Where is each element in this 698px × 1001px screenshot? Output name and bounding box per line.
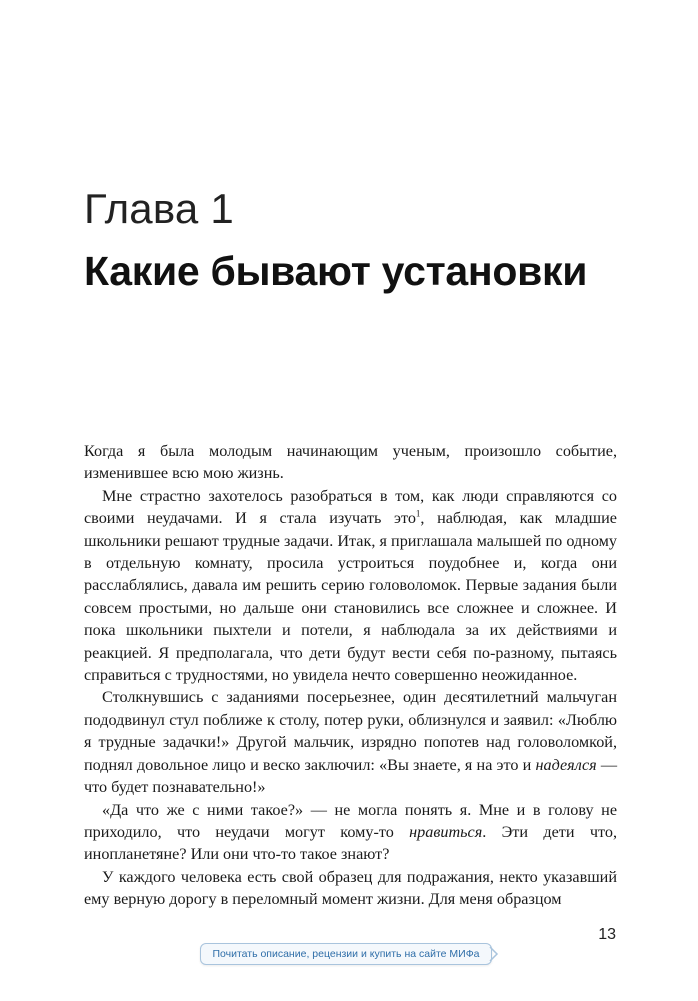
- paragraph-1: [84, 440, 617, 485]
- footnote-ref[interactable]: 1: [415, 508, 421, 519]
- chapter-label: Глава 1: [84, 185, 234, 232]
- paragraph-2-text-b: , наблюдая, как младшие школьники решают трудные задачи. Итак, я приглашала малышей по одному в отдельную комнату, просила устроиться поудобнее и, когда они расслаблялись, давала им решить серию головоломок. Первые задания были совсем простыми, но дальше они становились все сложнее и сложнее. И пока школьники пыхтели и потели, я наблюдала за их действиями и реакцией. Я предполагала, что дети будут вести себя по-разному, пытаясь справиться с трудностями, но увидела нечто совершенно неожиданное.: [84, 509, 617, 685]
- paragraph-3-emphasis: надеялся: [535, 755, 597, 774]
- paragraph-4-text-b: . Эти дети что, инопланетяне? Или они что-то такое знают?: [84, 822, 617, 864]
- paragraph-4: [84, 799, 617, 866]
- chapter-title: Какие бывают установки: [84, 248, 588, 294]
- arrow-right-icon: [489, 946, 499, 962]
- miff-link-label: Почитать описание, рецензии и купить на сайте МИФа: [212, 948, 480, 960]
- page-number: 13: [598, 926, 616, 943]
- paragraph-3: [84, 686, 617, 798]
- paragraph-4-emphasis: нравиться: [409, 822, 483, 841]
- paragraph-3-text-a: Столкнувшись с заданиями посерьезнее, один десятилетний мальчуган пододвинул стул поближе к столу, потер руки, облизнулся и заявил: «Люблю я трудные задачки!» Другой мальчик, изрядно попотев над головоломкой, поднял довольное лицо и веско заключил: «Вы знаете, я на это и: [84, 688, 617, 774]
- miff-purchase-link[interactable]: [200, 943, 492, 965]
- paragraph-2-text-a: Мне страстно захотелось разобраться в том, как люди справляются со своими неудачами. И я стала изучать это: [84, 486, 617, 528]
- paragraph-4-text-a: «Да что же с ними такое?» — не могла понять я. Мне и в голову не приходило, что неудачи могут кому-то: [84, 800, 617, 841]
- paragraph-3-text-b: — что будет познавательно!»: [84, 755, 618, 797]
- paragraph-5-text: У каждого человека есть свой образец для подражания, некто указавший ему верную дорогу в переломный момент жизни. Для меня образцом: [84, 867, 617, 909]
- paragraph-2: [84, 485, 617, 687]
- body-text: [84, 440, 617, 911]
- paragraph-1-text: Когда я была молодым начинающим ученым, произошло событие, изменившее всю мою жизнь.: [84, 442, 617, 483]
- paragraph-5: [84, 866, 617, 911]
